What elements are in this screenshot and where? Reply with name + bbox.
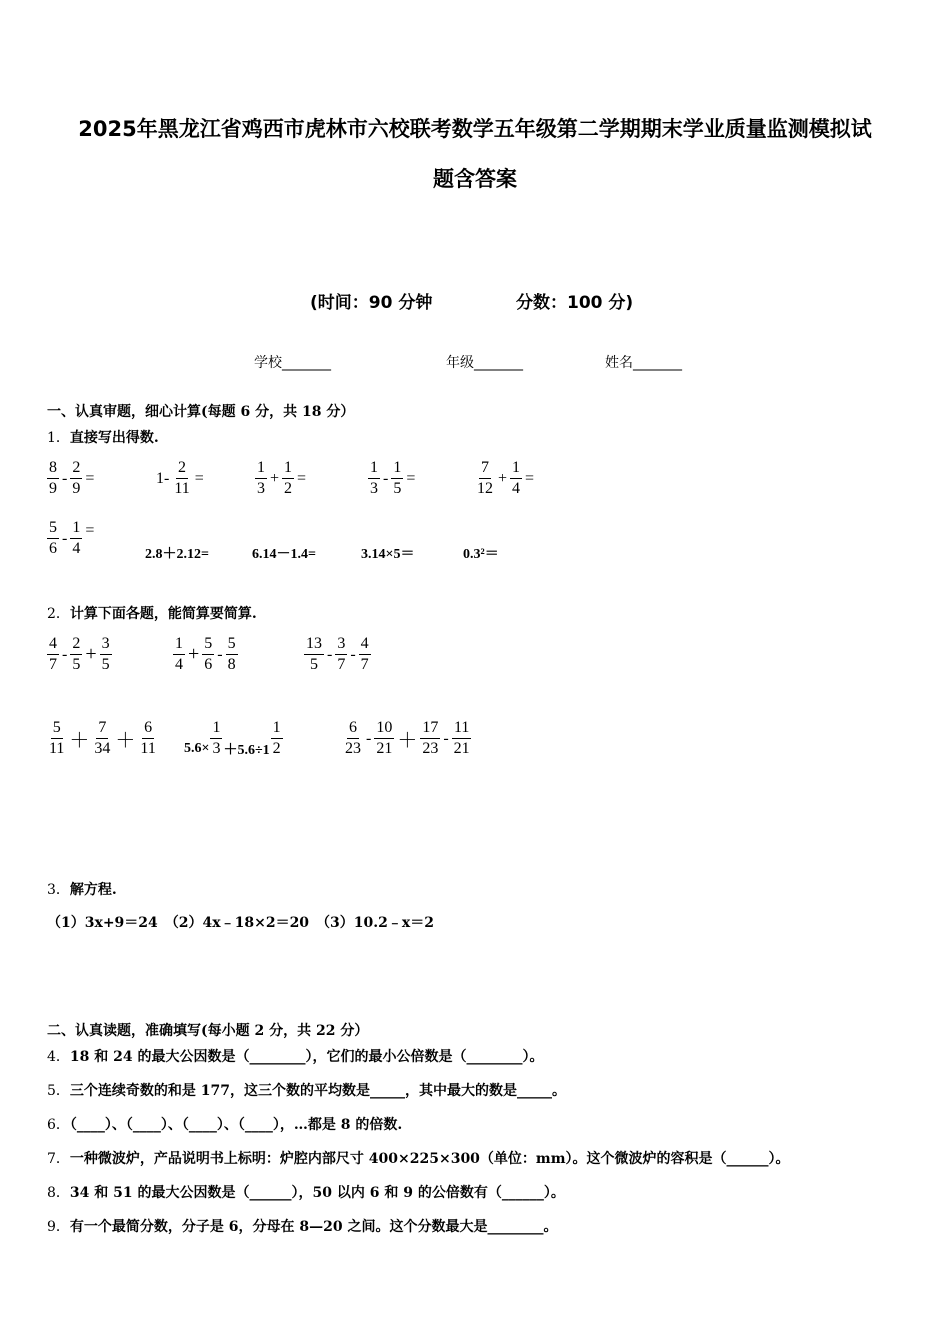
numerator: 1 [210, 718, 222, 739]
operator: - [62, 529, 68, 547]
fraction [173, 634, 185, 675]
fraction [47, 458, 59, 499]
fraction [92, 718, 112, 759]
denominator: 34 [94, 740, 111, 757]
numerator: 7 [96, 718, 108, 739]
operator: ＋ [397, 730, 418, 752]
fraction [100, 634, 112, 675]
question-text: 18 和 24 的最大公因数是（________），它们的最小公倍数是（________）。 [69, 1049, 544, 1065]
fraction [226, 634, 238, 675]
denominator: 2 [284, 480, 293, 497]
question-6 [47, 1114, 402, 1134]
fraction [282, 458, 294, 499]
denominator: 9 [49, 480, 57, 497]
numerator: 5 [226, 634, 238, 655]
question-number: 1． [47, 430, 70, 446]
doc-title-line1: 2025年黑龙江省鸡西市虎林市六校联考数学五年级第二学期期末学业质量监测模拟试 [78, 117, 872, 141]
fraction [271, 718, 283, 759]
question-number: 4． [47, 1049, 70, 1065]
operator: + [270, 469, 280, 487]
denominator: 5 [101, 656, 110, 673]
fraction [70, 458, 82, 499]
question-number: 3． [47, 882, 70, 898]
calc-text: ＋5.6÷1 [223, 742, 270, 758]
q2-expr-5 [184, 718, 284, 759]
denominator: 21 [376, 740, 393, 757]
denominator: 9 [72, 480, 81, 497]
numerator: 5 [47, 518, 59, 539]
question-number: 6． [47, 1117, 70, 1133]
question-text: 解方程. [69, 882, 117, 898]
name-field[interactable]: 姓名_______ [605, 355, 682, 371]
numerator: 1 [282, 458, 294, 479]
question-number: 9． [47, 1219, 70, 1235]
denominator: 23 [422, 740, 439, 757]
fraction [420, 718, 440, 759]
operator: + [188, 643, 200, 665]
operator: = [194, 469, 204, 487]
fraction [47, 518, 59, 559]
numerator: 4 [359, 634, 371, 655]
denominator: 21 [453, 740, 470, 757]
fraction [374, 718, 394, 759]
numerator: 1 [510, 458, 522, 479]
denominator: 8 [227, 656, 236, 673]
operator: + [85, 643, 97, 665]
operator: + [498, 469, 508, 487]
q2-expr-3 [303, 634, 372, 675]
q1-calc-3: 3.14×5＝ [361, 547, 415, 562]
question-text: 有一个最简分数，分子是 6，分母在 8—20 之间。这个分数最大是________。 [69, 1219, 558, 1235]
fraction [138, 718, 157, 759]
question-7 [47, 1148, 790, 1168]
q1-calc-2: 6.14－1.4= [252, 547, 316, 562]
fraction [452, 718, 472, 759]
question-2 [47, 603, 257, 623]
question-text: 34 和 51 的最大公因数是（______），50 以内 6 和 9 的公倍数有（______）。 [69, 1185, 565, 1201]
denominator: 4 [175, 656, 183, 673]
operator: - [62, 645, 68, 663]
doc-title-line2: 题含答案 [433, 167, 517, 191]
q1-expr-2 [154, 458, 206, 499]
operator: = [85, 469, 95, 487]
fraction [510, 458, 522, 499]
operator: = [525, 469, 535, 487]
numerator: 5 [51, 718, 63, 739]
numerator: 1 [271, 718, 283, 739]
denominator: 5 [72, 656, 81, 673]
fraction [210, 718, 222, 759]
operator: - [327, 645, 333, 663]
numerator: 5 [202, 634, 214, 655]
numerator: 17 [420, 718, 440, 739]
question-number: 5． [47, 1083, 70, 1099]
denominator: 7 [337, 656, 346, 673]
denominator: 11 [49, 740, 65, 757]
numerator: 3 [100, 634, 112, 655]
denominator: 11 [174, 480, 190, 497]
operator: - [366, 729, 372, 747]
q2-expr-2 [172, 634, 239, 675]
grade-field[interactable]: 年级_______ [446, 355, 523, 371]
fraction [343, 718, 363, 759]
denominator: 4 [512, 480, 521, 497]
numerator: 2 [70, 634, 82, 655]
denominator: 11 [140, 740, 156, 757]
denominator: 12 [477, 480, 493, 497]
denominator: 2 [272, 740, 281, 757]
operator: 1- [156, 469, 170, 487]
question-text: 一种微波炉，产品说明书上标明：炉腔内部尺寸 400×225×300（单位：mm）。这个微波炉的容积是（______）。 [69, 1151, 790, 1167]
numerator: 11 [452, 718, 471, 739]
numerator: 2 [176, 458, 188, 479]
numerator: 3 [335, 634, 347, 655]
section-1-heading: 一、认真审题，细心计算(每题 6 分，共 18 分） [47, 404, 355, 420]
fraction [335, 634, 347, 675]
q1-expr-6 [46, 518, 96, 559]
question-text: 三个连续奇数的和是 177，这三个数的平均数是_____，其中最大的数是_____。 [69, 1083, 567, 1099]
numerator: 10 [374, 718, 394, 739]
q1-expr-3 [254, 458, 308, 499]
numerator: 1 [255, 458, 267, 479]
denominator: 23 [345, 740, 361, 757]
fraction [391, 458, 403, 499]
q2-expr-4 [46, 718, 159, 759]
numerator: 8 [47, 458, 59, 479]
question-4 [47, 1046, 544, 1066]
operator: - [217, 645, 223, 663]
fraction [368, 458, 380, 499]
numerator: 7 [479, 458, 491, 479]
question-number: 8． [47, 1185, 70, 1201]
question-text: 直接写出得数. [69, 430, 159, 446]
denominator: 3 [370, 480, 378, 497]
operator: = [406, 469, 416, 487]
numerator: 1 [173, 634, 185, 655]
operator: - [62, 469, 68, 487]
question-number: 7． [47, 1151, 70, 1167]
numerator: 6 [142, 718, 154, 739]
operator: - [443, 729, 449, 747]
denominator: 7 [360, 656, 369, 673]
exam-score: 分数：100 分) [516, 293, 634, 313]
question-1 [47, 427, 159, 447]
q3-equations: （1）3x+9＝24 （2）4x﹣18×2＝20 （3）10.2﹣x＝2 [47, 915, 434, 931]
operator: ＋ [69, 730, 90, 752]
fraction [70, 518, 82, 559]
operator: ＋ [115, 730, 136, 752]
fraction [47, 634, 59, 675]
q1-expr-1 [46, 458, 96, 499]
fraction [475, 458, 495, 499]
fraction [70, 634, 82, 675]
fraction [255, 458, 267, 499]
operator: = [297, 469, 307, 487]
numerator: 6 [347, 718, 359, 739]
denominator: 5 [310, 656, 318, 673]
question-text: 计算下面各题，能简算要简算. [69, 606, 257, 622]
section-2-heading: 二、认真读题，准确填写(每小题 2 分，共 22 分） [47, 1023, 369, 1039]
fraction [172, 458, 191, 499]
q1-expr-4 [367, 458, 417, 499]
exam-time: (时间：90 分钟 [310, 293, 433, 313]
fraction [47, 718, 66, 759]
denominator: 5 [393, 480, 402, 497]
denominator: 4 [72, 540, 81, 557]
operator: - [350, 645, 356, 663]
numerator: 1 [70, 518, 82, 539]
school-field[interactable]: 学校_______ [254, 355, 331, 371]
numerator: 1 [391, 458, 403, 479]
question-number: 2． [47, 606, 70, 622]
q1-calc-4: 0.3²＝ [463, 547, 499, 562]
denominator: 3 [257, 480, 265, 497]
q2-expr-1 [46, 634, 113, 675]
q1-calc-1: 2.8＋2.12= [145, 547, 209, 562]
question-5 [47, 1080, 566, 1100]
q2-expr-6 [342, 718, 473, 759]
numerator: 13 [304, 634, 324, 655]
denominator: 7 [49, 656, 57, 673]
fraction [202, 634, 214, 675]
fraction [304, 634, 324, 675]
calc-text: 5.6× [184, 740, 210, 756]
operator: = [85, 521, 95, 539]
operator: - [383, 469, 389, 487]
denominator: 6 [49, 540, 57, 557]
question-9 [47, 1216, 558, 1236]
denominator: 3 [212, 740, 221, 757]
question-3 [47, 879, 117, 899]
q1-expr-5 [474, 458, 536, 499]
fraction [359, 634, 371, 675]
question-text: （____）、（____）、（____）、（____），…都是 8 的倍数. [69, 1117, 403, 1133]
question-8 [47, 1182, 565, 1202]
numerator: 1 [368, 458, 380, 479]
numerator: 4 [47, 634, 59, 655]
numerator: 2 [70, 458, 82, 479]
denominator: 6 [204, 656, 213, 673]
